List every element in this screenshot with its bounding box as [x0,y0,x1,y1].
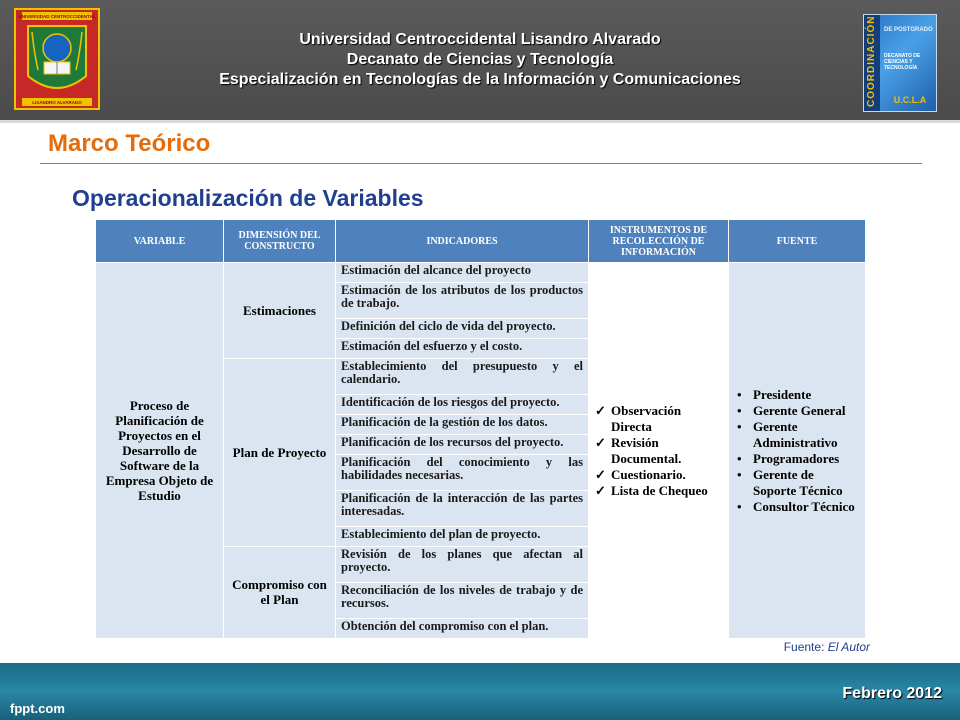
logo-right-vertical-text: COORDINACIÓN [866,15,877,107]
source-note-author: El Autor [827,640,870,654]
bullet-icon: • [737,498,742,514]
header-dimension: DIMENSIÓN DEL CONSTRUCTO [224,220,336,263]
indicator-cell: Planificación del conocimiento y las habilidades necesarias. [336,454,589,490]
check-icon: ✓ [595,434,606,450]
list-item [735,419,859,451]
dimension-cell: Estimaciones [224,263,336,359]
list-item [735,403,859,419]
check-icon: ✓ [595,482,606,498]
source-label: Gerente de Soporte Técnico [753,466,843,498]
indicator-cell: Planificación de los recursos del proyecto. [336,434,589,454]
instrument-label: Revisión Documental. [611,434,682,466]
check-icon: ✓ [595,402,606,418]
bullet-icon: • [737,450,742,466]
logo-right-top-text: DE POSTGRADO [884,27,933,33]
source-note [746,640,870,654]
operationalization-table [95,219,865,639]
header-indicators: INDICADORES [336,220,589,263]
list-item [735,499,859,515]
list-item [735,387,859,403]
header-source: FUENTE [729,220,866,263]
footer-date: Febrero 2012 [842,685,942,702]
bullet-icon: • [737,466,742,482]
indicator-cell: Reconciliación de los niveles de trabajo y de recursos. [336,582,589,618]
postgrado-logo [863,14,937,112]
instruments-list [595,403,722,499]
deanery-name: Decanato de Ciencias y Tecnología [346,51,614,68]
list-item [735,451,859,467]
list-item [595,435,722,467]
footer-bar [0,663,960,720]
indicator-cell: Revisión de los planes que afectan al proyecto. [336,546,589,582]
indicator-cell: Planificación de la gestión de los datos. [336,414,589,434]
indicator-cell: Obtención del compromiso con el plan. [336,618,589,638]
ucla-shield-logo [14,8,100,110]
header-variable: VARIABLE [96,220,224,263]
logo-right-mid-text: DECANATO DE CIENCIAS Y TECNOLOGÍA [884,53,921,71]
check-icon: ✓ [595,466,606,482]
bullet-icon: • [737,418,742,434]
instruments-cell [589,263,729,639]
list-item [735,467,859,499]
source-note-label: Fuente: [783,640,825,654]
footer-site: fppt.com [10,701,65,716]
indicator-cell: Establecimiento del presupuesto y el calendario. [336,358,589,394]
indicator-cell: Planificación de la interacción de las partes interesadas. [336,490,589,526]
variable-cell: Proceso de Planificación de Proyectos en el Desarrollo de Software de la Empresa Objeto de Estudio [96,263,224,639]
sources-cell [729,263,866,639]
sources-list [735,387,859,515]
university-name: Universidad Centroccidental Lisandro Alvarado [299,31,661,48]
logo-left-top-text: UNIVERSIDAD CENTROCCIDENTAL [18,14,96,19]
header-banner [0,0,960,123]
logo-left-bottom-text: LISANDRO ALVARADO [32,100,82,105]
table-header-row [96,220,866,263]
slide-subtitle: Operacionalización de Variables [72,185,424,211]
title-divider [40,163,922,164]
list-item [595,403,722,435]
instrument-label: Cuestionario. [611,466,686,482]
source-label: Consultor Técnico [753,498,855,514]
source-label: Gerente Administrativo [753,418,838,450]
instrument-label: Lista de Chequeo [611,482,708,498]
header-text [120,30,840,90]
dimension-cell: Compromiso con el Plan [224,546,336,638]
indicator-cell: Establecimiento del plan de proyecto. [336,526,589,546]
logo-right-bottom-text: U.C.L.A [893,95,927,105]
indicator-cell: Estimación del alcance del proyecto [336,263,589,283]
section-title: Marco Teórico [48,130,211,157]
bullet-icon: • [737,386,742,402]
program-name: Especialización en Tecnologías de la Información y Comunicaciones [219,71,741,88]
list-item [595,483,722,499]
indicator-cell: Estimación del esfuerzo y el costo. [336,338,589,358]
dimension-cell: Plan de Proyecto [224,358,336,546]
indicator-cell: Identificación de los riesgos del proyecto. [336,394,589,414]
header-instruments: INSTRUMENTOS DE RECOLECCIÓN DE INFORMACIÓN [589,220,729,263]
list-item [595,467,722,483]
bullet-icon: • [737,402,742,418]
table-row [96,263,866,283]
source-label: Gerente General [753,402,846,418]
indicator-cell: Definición del ciclo de vida del proyecto. [336,319,589,339]
instrument-label: Observación Directa [611,402,682,434]
indicator-cell: Estimación de los atributos de los productos de trabajo. [336,282,589,318]
source-label: Programadores [753,450,840,466]
source-label: Presidente [753,386,812,402]
